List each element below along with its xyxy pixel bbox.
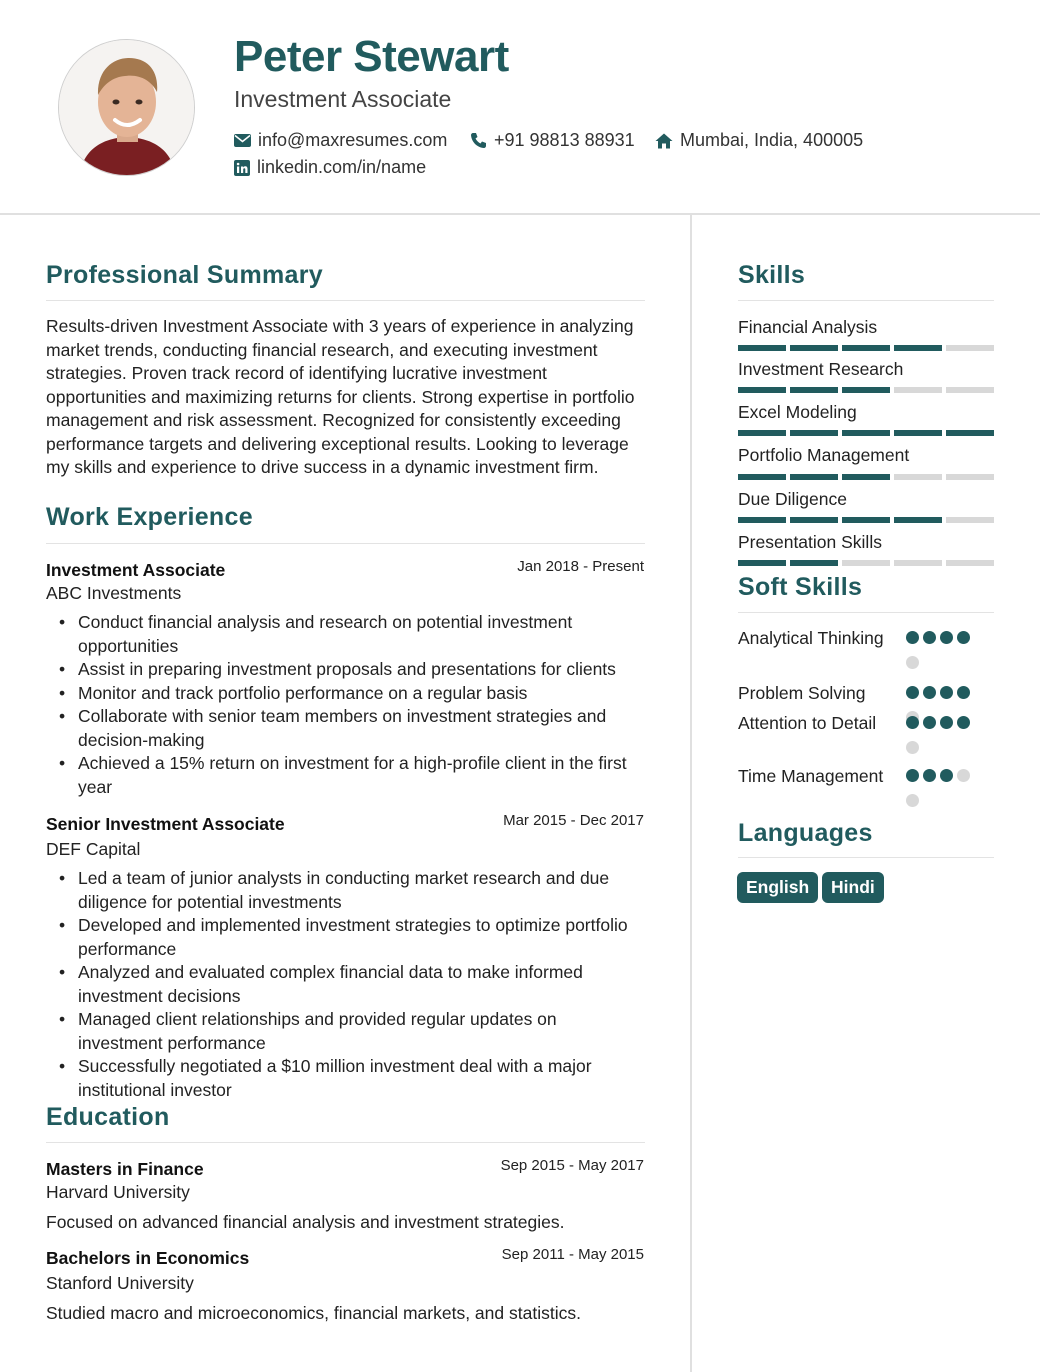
skill-segment-empty: [894, 560, 942, 566]
skill-segment-empty: [946, 387, 994, 393]
edu-school: Harvard University: [46, 1182, 190, 1202]
skill-segment-empty: [946, 474, 994, 480]
contact-location: [655, 130, 863, 151]
rating-dot-empty: [906, 656, 919, 669]
skill-level-bar: [738, 430, 994, 436]
skill-segment-empty: [894, 387, 942, 393]
job-bullets: [46, 611, 646, 799]
soft-skill-rating: [906, 769, 978, 807]
bullet-item: • Developed and implemented investment strategies to optimize portfolio performance: [46, 914, 646, 961]
skill-name: Due Diligence: [738, 489, 847, 509]
person-avatar-icon: [59, 40, 195, 176]
bullet-item: • Assist in preparing investment proposals and presentations for clients: [46, 658, 646, 682]
linkedin-icon: [234, 160, 250, 176]
skill-level-bar: [738, 560, 994, 566]
skill-name: Investment Research: [738, 359, 904, 379]
bullet-item: • Monitor and track portfolio performance on a regular basis: [46, 682, 646, 706]
rating-dot-filled: [940, 631, 953, 644]
rating-dot-filled: [906, 716, 919, 729]
edu-dates: Sep 2011 - May 2015: [501, 1246, 644, 1263]
soft-skill-rating: [906, 716, 978, 754]
language-badge-english: English: [737, 872, 818, 903]
soft-skill-name: Time Management: [738, 766, 884, 786]
rating-dot-empty: [906, 794, 919, 807]
skill-segment-filled: [790, 345, 838, 351]
job-dates: Mar 2015 - Dec 2017: [503, 812, 644, 829]
email-text: info@maxresumes.com: [258, 130, 448, 150]
languages-heading: Languages: [738, 819, 873, 847]
rating-dot-empty: [957, 769, 970, 782]
experience-rule: [46, 543, 645, 544]
linkedin-text: linkedin.com/in/name: [257, 157, 427, 177]
rating-dot-filled: [923, 686, 936, 699]
edu-description: Studied macro and microeconomics, financial markets, and statistics.: [46, 1303, 581, 1323]
skill-segment-filled: [790, 474, 838, 480]
summary-rule: [46, 300, 645, 301]
soft-skill-name: Problem Solving: [738, 683, 866, 703]
education-heading: Education: [46, 1103, 170, 1131]
summary-heading: Professional Summary: [46, 261, 323, 289]
skill-segment-filled: [946, 430, 994, 436]
skill-segment-filled: [842, 387, 890, 393]
skill-segment-empty: [894, 474, 942, 480]
skill-segment-filled: [790, 430, 838, 436]
phone-icon: [470, 132, 487, 149]
rating-dot-filled: [906, 769, 919, 782]
skill-segment-filled: [790, 560, 838, 566]
skill-segment-filled: [738, 560, 786, 566]
rating-dot-filled: [940, 769, 953, 782]
skill-segment-filled: [738, 430, 786, 436]
rating-dot-filled: [906, 631, 919, 644]
skill-segment-filled: [894, 345, 942, 351]
rating-dot-filled: [957, 686, 970, 699]
bullet-item: • Achieved a 15% return on investment for a high-profile client in the first year: [46, 752, 646, 799]
rating-dot-empty: [906, 741, 919, 754]
edu-school: Stanford University: [46, 1273, 194, 1293]
skill-segment-empty: [946, 560, 994, 566]
rating-dot-filled: [923, 631, 936, 644]
bullet-item: • Analyzed and evaluated complex financial data to make informed investment decisions: [46, 961, 646, 1008]
job-company: ABC Investments: [46, 583, 182, 603]
skill-name: Financial Analysis: [738, 317, 878, 337]
skills-rule: [738, 300, 994, 301]
skill-segment-empty: [946, 345, 994, 351]
location-text: Mumbai, India, 400005: [680, 130, 864, 150]
bullet-item: • Collaborate with senior team members on investment strategies and decision-making: [46, 705, 646, 752]
languages-rule: [738, 857, 994, 858]
contact-phone[interactable]: [470, 130, 635, 151]
rating-dot-filled: [940, 686, 953, 699]
soft-skill-name: Attention to Detail: [738, 713, 877, 733]
skill-segment-filled: [790, 517, 838, 523]
contact-linkedin[interactable]: [234, 157, 426, 178]
profile-photo: [58, 39, 195, 176]
skill-level-bar: [738, 474, 994, 480]
rating-dot-filled: [957, 716, 970, 729]
phone-text: +91 98813 88931: [494, 130, 635, 150]
candidate-name: Peter Stewart: [234, 32, 509, 81]
skill-segment-filled: [738, 387, 786, 393]
skill-segment-filled: [790, 387, 838, 393]
edu-degree: Masters in Finance: [46, 1159, 204, 1179]
summary-text: Results-driven Investment Associate with 3 years of experience in analyzing market trends, conducting financial research, and executing investment strategies. Proven track record of identifying lucrative investment opportunities and maximizing returns for clients. Strong expertise in portfolio management and risk assessment. Recognized for consistently exceeding performance targets and delivering exceptional results. Looking to leverage my skills and experience to drive success in a dynamic investment firm.: [46, 316, 635, 477]
edu-degree: Bachelors in Economics: [46, 1248, 250, 1268]
skill-segment-filled: [894, 430, 942, 436]
skill-segment-filled: [842, 345, 890, 351]
skill-name: Presentation Skills: [738, 532, 882, 552]
candidate-title: Investment Associate: [234, 86, 452, 112]
bullet-item: • Managed client relationships and provided regular updates on investment performance: [46, 1008, 646, 1055]
soft-skills-rule: [738, 612, 994, 613]
rating-dot-filled: [906, 686, 919, 699]
rating-dot-filled: [923, 769, 936, 782]
skills-heading: Skills: [738, 261, 806, 289]
skill-segment-empty: [842, 560, 890, 566]
language-badge-hindi: Hindi: [822, 872, 884, 903]
rating-dot-filled: [957, 631, 970, 644]
skill-level-bar: [738, 387, 994, 393]
education-rule: [46, 1142, 645, 1143]
skill-name: Portfolio Management: [738, 445, 910, 465]
skill-segment-filled: [842, 517, 890, 523]
skill-segment-empty: [946, 517, 994, 523]
experience-heading: Work Experience: [46, 503, 253, 531]
column-divider: [690, 215, 692, 1372]
envelope-icon: [234, 134, 251, 147]
soft-skill-name: Analytical Thinking: [738, 628, 884, 648]
job-bullets: [46, 867, 646, 1102]
job-company: DEF Capital: [46, 839, 141, 859]
soft-skill-rating: [906, 631, 978, 669]
edu-dates: Sep 2015 - May 2017: [500, 1157, 644, 1174]
resume-header: [0, 0, 1040, 215]
bullet-item: • Conduct financial analysis and research on potential investment opportunities: [46, 611, 646, 658]
skill-segment-filled: [738, 345, 786, 351]
rating-dot-filled: [923, 716, 936, 729]
skill-segment-filled: [738, 517, 786, 523]
soft-skills-heading: Soft Skills: [738, 573, 863, 601]
bullet-item: • Successfully negotiated a $10 million investment deal with a major institutional investor: [46, 1055, 646, 1102]
skill-name: Excel Modeling: [738, 402, 857, 422]
skill-segment-filled: [842, 474, 890, 480]
skill-segment-filled: [894, 517, 942, 523]
skill-level-bar: [738, 517, 994, 523]
home-icon: [655, 133, 673, 149]
edu-description: Focused on advanced financial analysis and investment strategies.: [46, 1212, 565, 1232]
bullet-item: • Led a team of junior analysts in conducting market research and due diligence for potential investments: [46, 867, 646, 914]
skill-segment-filled: [842, 430, 890, 436]
job-dates: Jan 2018 - Present: [517, 558, 644, 575]
rating-dot-filled: [940, 716, 953, 729]
skill-level-bar: [738, 345, 994, 351]
contact-email[interactable]: [234, 130, 447, 151]
job-role: Investment Associate: [46, 560, 226, 580]
skill-segment-filled: [738, 474, 786, 480]
job-role: Senior Investment Associate: [46, 814, 285, 834]
